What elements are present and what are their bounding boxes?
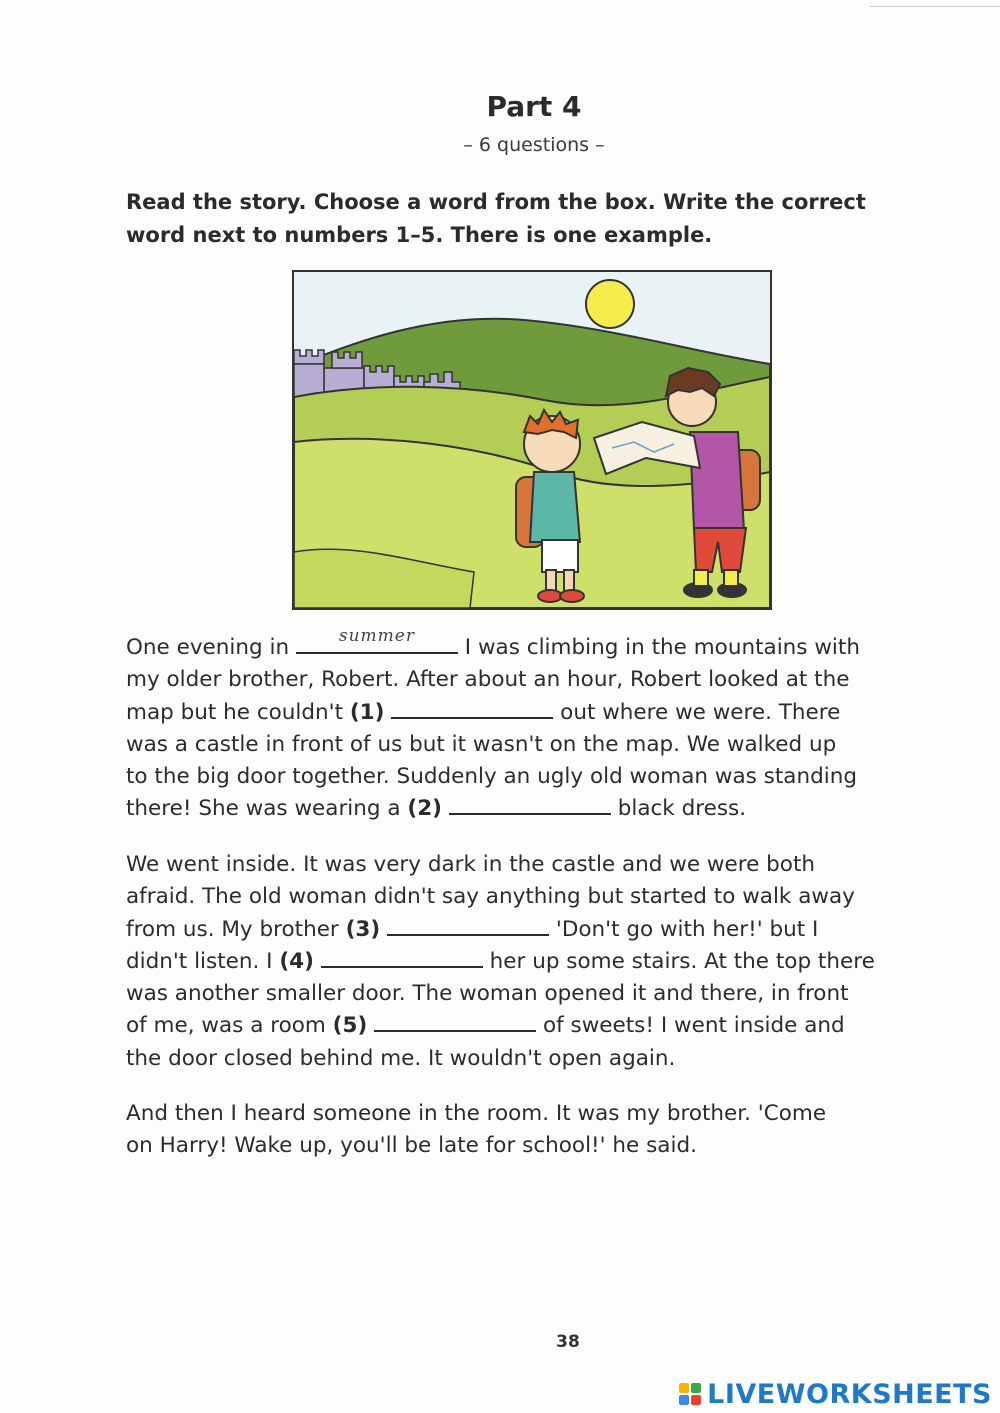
instructions bbox=[126, 186, 926, 252]
story-text: out where we were. There bbox=[553, 699, 841, 725]
story-text: didn't listen. I bbox=[126, 948, 280, 974]
story-text: her up some stairs. At the top there bbox=[482, 948, 875, 974]
page-title: Part 4 bbox=[486, 90, 582, 123]
story-text: map but he couldn't bbox=[126, 699, 350, 725]
question-number: (5) bbox=[332, 1013, 368, 1039]
story-text: of me, was a room bbox=[126, 1013, 333, 1039]
story-line: And then I heard someone in the room. It was my brother. 'Come bbox=[126, 1101, 827, 1126]
answer-blank-2[interactable] bbox=[449, 793, 611, 815]
story-text: from us. My brother bbox=[126, 916, 346, 942]
story-text: of sweets! I went inside and bbox=[536, 1013, 845, 1039]
answer-blank-4[interactable] bbox=[321, 946, 483, 968]
scan-edge-line bbox=[870, 6, 1000, 7]
story-paragraph-3 bbox=[126, 1098, 946, 1163]
story-text: I was climbing in the mountains with bbox=[457, 635, 860, 660]
answer-blank-5[interactable] bbox=[374, 1010, 536, 1032]
story-line: afraid. The old woman didn't say anything but started to walk away bbox=[126, 884, 855, 910]
story-line bbox=[126, 1010, 946, 1042]
story-line bbox=[126, 793, 946, 825]
story-line: to the big door together. Suddenly an ugly old woman was standing bbox=[126, 764, 857, 790]
question-number: (1) bbox=[349, 699, 385, 725]
example-answer: summer bbox=[338, 625, 415, 646]
brand-text: LIVEWORKSHEETS bbox=[707, 1378, 992, 1410]
question-number: (2) bbox=[407, 796, 443, 822]
answer-blank-3[interactable] bbox=[387, 914, 549, 936]
story-line bbox=[126, 697, 946, 729]
question-number: (3) bbox=[345, 916, 381, 942]
liveworksheets-brand[interactable] bbox=[679, 1378, 992, 1410]
page-number: 38 bbox=[556, 1332, 580, 1352]
story-line: my older brother, Robert. After about an hour, Robert looked at the bbox=[126, 667, 850, 693]
page-subtitle: – 6 questions – bbox=[463, 134, 605, 156]
answer-blank-1[interactable] bbox=[391, 697, 553, 719]
story-line: on Harry! Wake up, you'll be late for school!' he said. bbox=[126, 1133, 697, 1159]
story-line: was a castle in front of us but it wasn't on the map. We walked up bbox=[126, 731, 837, 757]
story-paragraph-2 bbox=[126, 849, 946, 1075]
story-line: the door closed behind me. It wouldn't open again. bbox=[126, 1045, 676, 1071]
story-text: One evening in bbox=[126, 635, 296, 660]
story-line bbox=[126, 914, 946, 946]
instructions-line: word next to numbers 1–5. There is one example. bbox=[126, 223, 713, 247]
story-illustration-svg bbox=[294, 272, 770, 608]
story-line: We went inside. It was very dark in the castle and we were both bbox=[126, 852, 816, 877]
story-line bbox=[126, 625, 946, 664]
story-paragraph-1 bbox=[126, 625, 946, 826]
question-number: (4) bbox=[279, 948, 314, 974]
story-text: there! She was wearing a bbox=[126, 796, 408, 822]
liveworksheets-logo-icon bbox=[679, 1383, 701, 1405]
story-line: was another smaller door. The woman opened it and there, in front bbox=[126, 981, 849, 1007]
story-text: black dress. bbox=[610, 796, 747, 822]
sun-icon bbox=[586, 280, 634, 328]
story-line bbox=[126, 946, 946, 978]
example-blank bbox=[296, 625, 458, 654]
story-illustration bbox=[292, 270, 772, 610]
story-text: 'Don't go with her!' but I bbox=[549, 916, 819, 942]
instructions-line: Read the story. Choose a word from the box. Write the correct bbox=[126, 190, 866, 214]
